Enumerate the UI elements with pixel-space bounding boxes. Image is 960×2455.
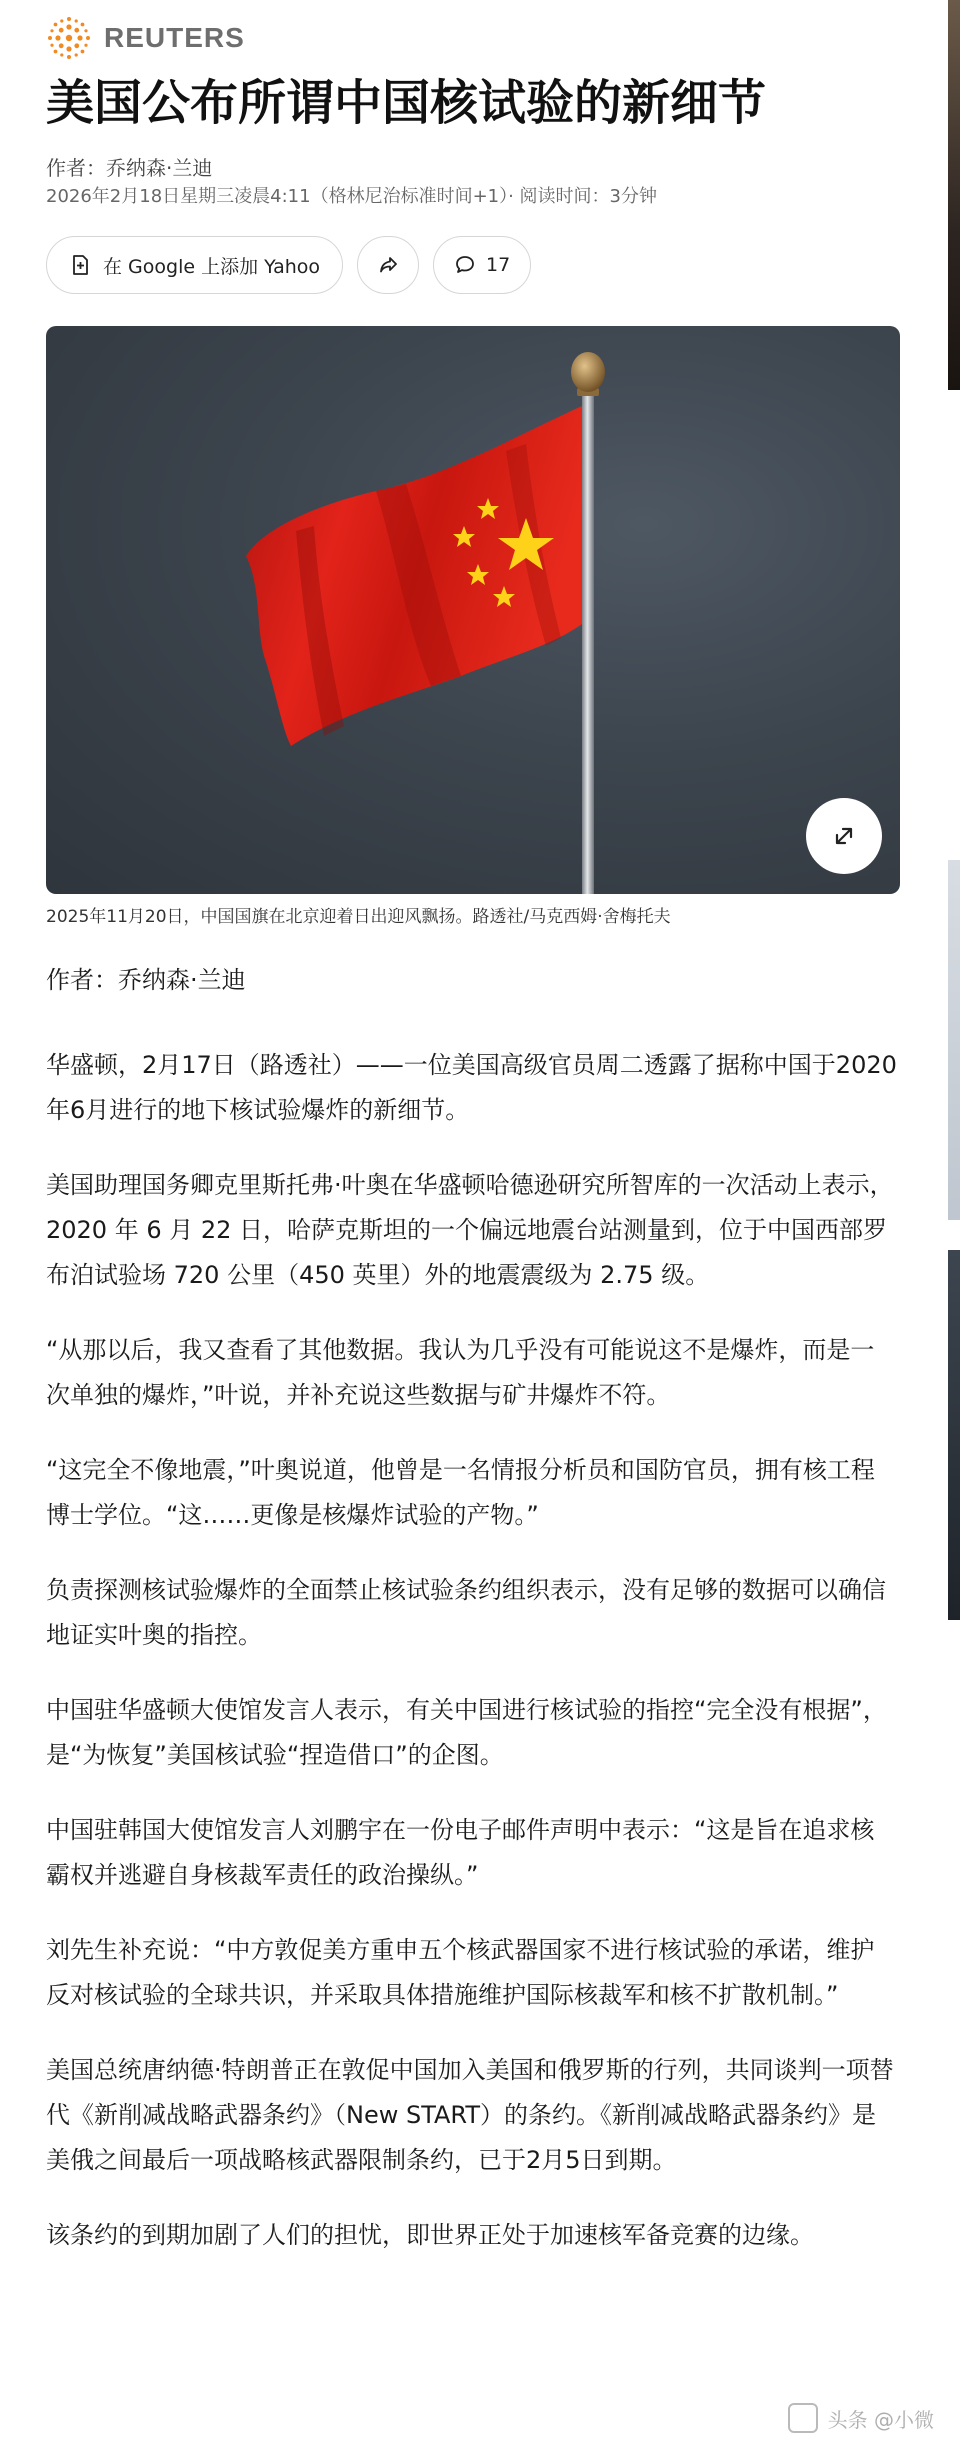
article-paragraph: 负责探测核试验爆炸的全面禁止核试验条约组织表示，没有足够的数据可以确信地证实叶奥的指控。 xyxy=(46,1576,886,1649)
red-flag-on-pole xyxy=(46,326,900,894)
watermark-text: 头条 @小微 xyxy=(827,2407,934,2432)
article-paragraph: “这完全不像地震，”叶奥说道，他曾是一名情报分析员和国防官员，拥有核工程博士学位。“这……更像是核爆炸试验的产物。” xyxy=(46,1456,875,1529)
bookmark-plus-icon xyxy=(69,254,91,276)
pole-finial xyxy=(571,352,605,392)
share-arrow-icon xyxy=(377,254,399,276)
share-button[interactable] xyxy=(357,236,419,294)
article-paragraph: 中国驻华盛顿大使馆发言人表示，有关中国进行核试验的指控“完全没有根据”，是“为恢复”美国核试验“捏造借口”的企图。 xyxy=(46,1696,887,1769)
comment-bubble-icon xyxy=(454,254,476,276)
site-header xyxy=(46,14,245,62)
article-paragraph: 华盛顿，2月17日（路透社）——一位美国高级官员周二透露了据称中国于2020年6月进行的地下核试验爆炸的新细节。 xyxy=(46,1051,897,1124)
article-author[interactable]: 作者：乔纳森·兰迪 xyxy=(46,156,213,180)
article-paragraph: 刘先生补充说：“中方敦促美方重申五个核武器国家不进行核试验的承诺，维护反对核试验的全球共识，并采取具体措施维护国际核裁军和核不扩散机制。” xyxy=(46,1936,875,2009)
article-title: 美国公布所谓中国核试验的新细节 xyxy=(46,75,767,131)
adjacent-image-strip xyxy=(948,1250,960,1620)
adjacent-image-strip xyxy=(948,860,960,1220)
article-meta: 2026年2月18日星期三凌晨4:11（格林尼治标准时间+1）· 阅读时间：3分钟 xyxy=(46,186,658,207)
expand-image-button[interactable] xyxy=(806,798,882,874)
add-to-google-label: 在 Google 上添加 Yahoo xyxy=(103,255,321,278)
watermark xyxy=(788,2403,934,2433)
image-caption: 2025年11月20日，中国国旗在北京迎着日出迎风飘扬。路透社/马克西姆·舍梅托夫 xyxy=(46,907,671,927)
reuters-dot-logo-icon[interactable] xyxy=(46,15,92,61)
expand-arrows-icon xyxy=(829,821,859,851)
article-paragraph: 该条约的到期加剧了人们的担忧，即世界正处于加速核军备竞赛的边缘。 xyxy=(46,2221,814,2249)
adjacent-image-strip xyxy=(948,0,960,390)
app-logo-icon xyxy=(788,2403,818,2433)
article-paragraph: “从那以后，我又查看了其他数据。我认为几乎没有可能说这不是爆炸，而是一次单独的爆炸，”叶说，并补充说这些数据与矿井爆炸不符。 xyxy=(46,1336,875,1409)
add-to-google-button[interactable] xyxy=(46,236,343,294)
comment-count: 17 xyxy=(486,254,511,276)
flag-pole xyxy=(582,390,594,894)
article-paragraph: 美国助理国务卿克里斯托弗·叶奥在华盛顿哈德逊研究所智库的一次活动上表示，2020 年 6 月 22 日，哈萨克斯坦的一个偏远地震台站测量到，位于中国西部罗布泊试验场 720 公里（450 英里）外的地震震级为 2.75 级。 xyxy=(46,1171,894,1289)
brand-name[interactable]: REUTERS xyxy=(104,22,245,53)
article-paragraph: 中国驻韩国大使馆发言人刘鹏宇在一份电子邮件声明中表示：“这是旨在追求核霸权并逃避自身核裁军责任的政治操纵。” xyxy=(46,1816,875,1889)
comments-button[interactable] xyxy=(433,236,531,294)
article-body xyxy=(46,958,898,2288)
article-paragraph: 美国总统唐纳德·特朗普正在敦促中国加入美国和俄罗斯的行列，共同谈判一项替代《新削减战略武器条约》（New START）的条约。《新削减战略武器条约》是美俄之间最后一项战略核武器限制条约，已于2月5日到期。 xyxy=(46,2056,894,2174)
body-byline: 作者：乔纳森·兰迪 xyxy=(46,966,246,994)
hero-image[interactable] xyxy=(46,326,900,894)
action-bar xyxy=(46,236,531,296)
